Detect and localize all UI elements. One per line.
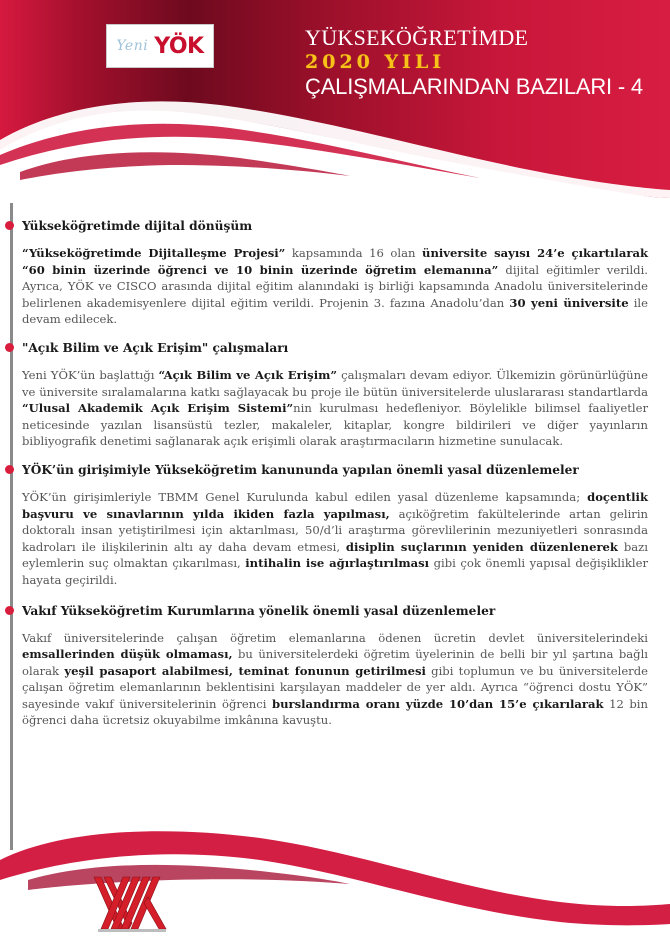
- body-text: Yeni YÖK’ün başlattığı: [22, 367, 159, 382]
- emphasis-text: “Açık Bilim ve Açık Erişim”: [158, 367, 338, 382]
- emphasis-text: üniversite sayısı 24’e çıkartılarak “60 binin üzerinde öğrenci ve 10 binin üzerinde öğretim elemanına”: [22, 246, 648, 277]
- section-digital-transformation: [22, 218, 648, 328]
- title-year: 2020 YILI: [305, 51, 446, 73]
- body-text: çalışmaları devam ediyor. Ülkemizin görünürlüğüne ve üniversite sıralamalarına katkı sağlayacak bu proje ile bütün üniversitelerde uluslararası standartlarda: [22, 367, 648, 399]
- bullet-dot-icon: [5, 465, 14, 474]
- emphasis-text: 30 yeni üniversite: [509, 295, 629, 310]
- bullet-dot-icon: [5, 343, 14, 352]
- logo-brand: YÖK: [154, 33, 204, 59]
- emphasis-text: emsallerinden düşük olmaması,: [22, 647, 233, 662]
- body-text: nin kurulması hedefleniyor. Böylelikle bilimsel faaliyetler neticesinde yazılan lisansüstü tezler, makaleler, kitaplar, kongre bildirileri ve diğer yayınların bibliyografik denetimi sağlanarak açık erişimli olarak araştırmacıların hizmetine sunulacak.: [22, 401, 648, 449]
- body-text: bu üniversitelerdeki öğretim üyelerinin de belli bir yıl şartına bağlı olarak: [22, 647, 649, 678]
- emphasis-text: “Ulusal Akademik Açık Erişim Sistemi”: [22, 401, 294, 416]
- section-open-science: [22, 340, 648, 450]
- body-text: gibi çok önemli yapısal değişiklikler hayata geçirildi.: [22, 556, 648, 587]
- yok-emblem-icon: [92, 873, 172, 937]
- title-line-1: YÜKSEKÖĞRETİMDE: [305, 25, 529, 50]
- section-body: [22, 245, 648, 328]
- body-text: ile devam edilecek.: [22, 295, 648, 327]
- section-body: [22, 630, 648, 730]
- section-body: [22, 367, 648, 450]
- page-title: [305, 26, 643, 100]
- emphasis-text: intihalin ise ağırlaştırılması: [245, 556, 430, 571]
- bullet-dot-icon: [5, 221, 14, 230]
- timeline-bar: [10, 203, 13, 850]
- body-text: kapsamında 16 olan: [285, 246, 423, 260]
- emphasis-text: disiplin suçlarının yeniden düzenlenerek: [345, 539, 618, 554]
- section-heading: "Açık Bilim ve Açık Erişim" çalışmaları: [22, 340, 648, 356]
- emphasis-text: “Yükseköğretimde Dijitalleşme Projesi”: [22, 246, 286, 260]
- section-foundation-universities: [22, 603, 648, 730]
- title-line-3: ÇALIŞMALARINDAN BAZILARI - 4: [305, 74, 643, 99]
- bullet-dot-icon: [5, 606, 14, 615]
- section-heading: YÖK’ün girişimiyle Yükseköğretim kanununda yapılan önemli yasal düzenlemeler: [22, 462, 648, 478]
- body-text: açıköğretim fakültelerinde artan gelirin doktoralı insan yetiştirilmesi için aktarılması, 50/d’li araştırma görevlilerinin mezuniyetleri sonrasında kadroları ile ilişkilerinin altı ay daha devam etmesi,: [22, 506, 648, 554]
- body-text: YÖK’ün girişimleriyle TBMM Genel Kurulunda kabul edilen yasal düzenleme kapsamında;: [22, 489, 588, 504]
- emphasis-text: burslandırma oranı yüzde 10’dan 15’e çıkarılarak: [271, 696, 604, 711]
- section-legal-regulations: [22, 462, 648, 589]
- body-text: 12 bin öğrenci daha ücretsiz okuyabilme imkânına kavuştu.: [22, 696, 648, 728]
- emphasis-text: doçentlik başvuru ve sınavlarının yılda ikiden fazla yapılması,: [22, 489, 648, 521]
- emphasis-text: yeşil pasaport alabilmesi, teminat fonunun getirilmesi: [64, 663, 426, 678]
- body-text: gibi toplumun ve bu üniversitelerde çalışan öğretim elemanlarının beklentisini karşılayan maddeler de yer aldı. Ayrıca “öğrenci dostu YÖK” sayesinde vakıf üniversitelerinin öğrenci: [22, 663, 649, 711]
- body-text: bazı eylemlerin suç olmaktan çıkarılması,: [22, 539, 648, 571]
- yeni-yok-logo: [106, 24, 214, 68]
- body-text: dijital eğitimler verildi. Ayrıca, YÖK ve CISCO arasında dijital eğitim alanındaki iş birliği kapsamında Anadolu üniversitelerinde belirlenen akademisyenlere dijital eğitim verildi. Projenin 3. fazına Anadolu’dan: [22, 262, 648, 310]
- logo-prefix: Yeni: [116, 38, 149, 54]
- section-heading: Vakıf Yükseköğretim Kurumlarına yönelik önemli yasal düzenlemeler: [22, 603, 648, 619]
- body-text: Vakıf üniversitelerinde çalışan öğretim elemanlarına ödenen ücretin devlet üniversitelerindeki: [22, 630, 648, 645]
- section-heading: Yükseköğretimde dijital dönüşüm: [22, 218, 648, 234]
- content: [22, 218, 648, 729]
- section-body: [22, 489, 648, 589]
